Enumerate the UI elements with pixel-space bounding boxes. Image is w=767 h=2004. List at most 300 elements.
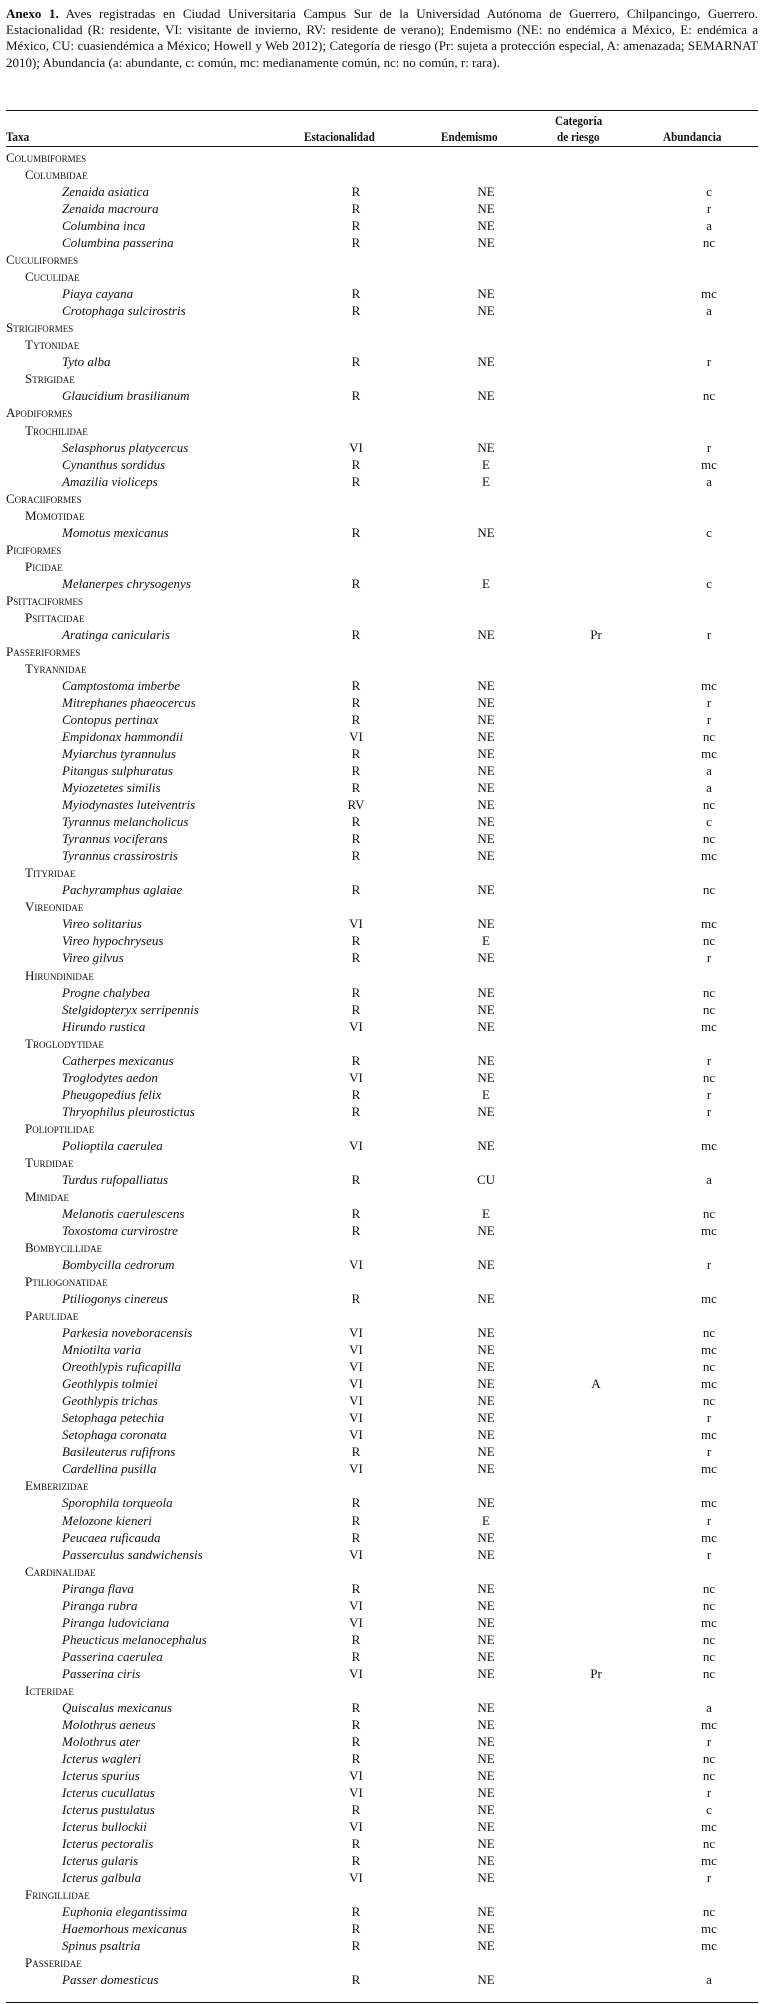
abundancia-cell: c [706, 184, 712, 200]
endemismo-cell: NE [477, 1342, 495, 1358]
estacionalidad-cell: R [351, 1836, 361, 1852]
estacionalidad-cell: R [351, 695, 361, 710]
endemismo-cell: NE [477, 1853, 495, 1869]
caption-label: Anexo 1. [6, 6, 59, 21]
species-name: Passerculus sandwichensis [62, 1546, 203, 1562]
abundancia-cell: mc [701, 1853, 717, 1869]
table-row [0, 1835, 767, 1852]
abundancia-cell: mc [701, 916, 717, 932]
endemismo-cell: NE [477, 882, 495, 898]
estacionalidad-cell: R [351, 746, 361, 762]
header-endemismo: Endemismo [441, 129, 498, 144]
table-row [0, 1137, 767, 1154]
table-row [0, 813, 767, 830]
abundancia-cell: a [706, 473, 712, 489]
family-heading-row [0, 864, 767, 881]
family-name: Picidae [25, 558, 63, 574]
endemismo-cell: NE [477, 848, 495, 864]
endemismo-cell: NE [477, 1972, 495, 1988]
estacionalidad-cell: R [351, 201, 361, 217]
species-name: Amazilia violiceps [62, 473, 158, 489]
table-row [0, 1341, 767, 1358]
endemismo-cell: E [482, 933, 490, 949]
species-name: Basileuterus rufifrons [62, 1444, 176, 1460]
species-name: Vireo gilvus [62, 950, 124, 966]
species-name: Mitrephanes phaeocercus [62, 695, 196, 710]
abundancia-cell: nc [702, 984, 716, 1000]
abundancia-cell: nc [702, 1665, 716, 1681]
table-row [0, 1460, 767, 1477]
abundancia-cell: nc [702, 1597, 716, 1613]
table-row [0, 524, 767, 541]
order-heading-row [0, 319, 767, 336]
family-heading-row [0, 422, 767, 439]
species-name: Peucaea ruficauda [62, 1529, 161, 1545]
abundancia-cell: c [706, 575, 712, 591]
abundancia-cell: r [706, 354, 712, 370]
estacionalidad-cell: R [351, 1103, 361, 1119]
order-name: Columbiformes [6, 150, 87, 165]
endemismo-cell: NE [477, 354, 495, 370]
endemismo-cell: NE [477, 1750, 495, 1766]
table-row [0, 677, 767, 694]
estacionalidad-cell: R [351, 1222, 361, 1238]
estacionalidad-cell: R [351, 303, 361, 319]
abundancia-cell: mc [701, 1529, 717, 1545]
table-row [0, 881, 767, 898]
estacionalidad-cell: R [351, 763, 361, 779]
endemismo-cell: NE [477, 1836, 495, 1852]
species-name: Haemorhous mexicanus [62, 1921, 188, 1937]
abundancia-cell: r [706, 1733, 712, 1749]
endemismo-cell: NE [477, 1802, 495, 1818]
abundancia-cell: r [706, 1444, 712, 1460]
family-heading-row [0, 370, 767, 387]
abundancia-cell: nc [702, 933, 716, 949]
table-row [0, 1818, 767, 1835]
table-row [0, 745, 767, 762]
family-heading-row [0, 1886, 767, 1903]
order-name: Strigiformes [6, 320, 74, 336]
endemismo-cell: NE [477, 1716, 495, 1732]
estacionalidad-cell: R [351, 1938, 361, 1954]
abundancia-cell: c [706, 814, 712, 830]
header-taxa: Taxa [6, 129, 30, 144]
family-heading-row [0, 268, 767, 285]
abundancia-cell: nc [702, 1001, 716, 1017]
order-heading-row [0, 251, 767, 268]
endemismo-cell: NE [477, 1785, 495, 1800]
family-heading-row [0, 1120, 767, 1137]
family-name: Cardinalidae [25, 1563, 96, 1579]
abundancia-cell: a [706, 1699, 712, 1715]
species-name: Empidonax hammondii [62, 729, 183, 745]
family-name: Fringillidae [25, 1887, 90, 1903]
endemismo-cell: NE [477, 1052, 495, 1068]
endemismo-cell: NE [477, 1410, 495, 1426]
estacionalidad-cell: R [351, 626, 361, 642]
endemismo-cell: NE [477, 1648, 495, 1664]
abundancia-cell: nc [702, 1767, 716, 1783]
table-row [0, 779, 767, 796]
species-name: Momotus mexicanus [62, 524, 169, 540]
abundancia-cell: nc [702, 1069, 716, 1085]
endemismo-cell: NE [477, 1376, 495, 1392]
endemismo-cell: E [482, 1205, 490, 1221]
abundancia-cell: mc [701, 848, 717, 864]
endemismo-cell: NE [477, 677, 495, 693]
family-name: Emberizidae [25, 1478, 89, 1494]
endemismo-cell: NE [477, 1461, 495, 1477]
family-name: Passeridae [25, 1955, 82, 1971]
table-row [0, 1205, 767, 1222]
estacionalidad-cell: VI [349, 1393, 363, 1409]
species-name: Sporophila torqueola [62, 1495, 173, 1511]
table-row [0, 1052, 767, 1069]
endemismo-cell: NE [477, 1665, 495, 1681]
table-row [0, 1903, 767, 1920]
abundancia-cell: nc [702, 1205, 716, 1221]
table-row [0, 575, 767, 592]
abundancia-cell: r [706, 439, 712, 455]
table-row [0, 1426, 767, 1443]
endemismo-cell: NE [477, 1018, 495, 1034]
estacionalidad-cell: R [351, 1495, 361, 1511]
estacionalidad-cell: R [351, 984, 361, 1000]
estacionalidad-cell: R [351, 848, 361, 864]
endemismo-cell: NE [477, 388, 495, 404]
endemismo-cell: NE [477, 1427, 495, 1443]
categoria-riesgo-cell: Pr [590, 626, 602, 642]
species-name: Myiarchus tyrannulus [62, 746, 176, 762]
header-abundancia: Abundancia [663, 129, 722, 144]
endemismo-cell: NE [477, 1767, 495, 1783]
estacionalidad-cell: VI [349, 1018, 363, 1034]
species-name: Euphonia elegantissima [62, 1904, 188, 1920]
endemismo-cell: E [482, 575, 490, 591]
abundancia-cell: mc [701, 1137, 717, 1153]
table-row [0, 1529, 767, 1546]
abundancia-cell: r [706, 1546, 712, 1562]
table-row [0, 1222, 767, 1239]
abundancia-cell: nc [702, 1631, 716, 1647]
estacionalidad-cell: VI [349, 1359, 363, 1375]
order-name: Cuculiformes [6, 252, 79, 268]
family-name: Columbidae [25, 167, 88, 183]
abundancia-cell: nc [702, 1648, 716, 1664]
table-row [0, 1631, 767, 1648]
estacionalidad-cell: R [351, 1444, 361, 1460]
estacionalidad-cell: R [351, 575, 361, 591]
endemismo-cell: CU [476, 1171, 496, 1187]
family-heading-row [0, 336, 767, 353]
family-name: Strigidae [25, 371, 75, 387]
family-name: Vireonidae [25, 899, 84, 915]
species-name: Zenaida macroura [62, 201, 159, 217]
estacionalidad-cell: VI [349, 1767, 363, 1783]
estacionalidad-cell: R [351, 286, 361, 302]
abundancia-cell: r [706, 712, 712, 728]
table-row [0, 1937, 767, 1954]
estacionalidad-cell: R [351, 1631, 361, 1647]
table-row [0, 302, 767, 319]
species-name: Passerina caerulea [62, 1648, 163, 1664]
abundancia-cell: mc [701, 1495, 717, 1511]
abundancia-cell: nc [702, 729, 716, 745]
table-row [0, 1069, 767, 1086]
table-row [0, 1716, 767, 1733]
abundancia-cell: mc [701, 1222, 717, 1238]
endemismo-cell: NE [477, 1904, 495, 1920]
species-name: Passerina ciris [62, 1665, 141, 1681]
endemismo-cell: NE [477, 1733, 495, 1749]
abundancia-cell: r [706, 201, 712, 217]
species-name: Piranga flava [62, 1580, 134, 1596]
table-row [0, 217, 767, 234]
family-name: Mimidae [25, 1188, 70, 1204]
estacionalidad-cell: R [351, 1529, 361, 1545]
table-row [0, 456, 767, 473]
abundancia-cell: a [706, 218, 712, 234]
species-name: Zenaida asiatica [62, 184, 150, 200]
table-row [0, 1580, 767, 1597]
order-heading-row [0, 149, 767, 166]
species-name: Tyrannus melancholicus [62, 814, 189, 830]
table-row [0, 200, 767, 217]
estacionalidad-cell: VI [349, 1870, 363, 1886]
family-name: Momotidae [25, 507, 85, 523]
endemismo-cell: NE [477, 1069, 495, 1085]
family-heading-row [0, 166, 767, 183]
abundancia-cell: a [706, 780, 712, 796]
endemismo-cell: NE [477, 831, 495, 847]
estacionalidad-cell: VI [349, 1461, 363, 1477]
abundancia-cell: nc [702, 831, 716, 847]
endemismo-cell: NE [477, 780, 495, 796]
estacionalidad-cell: VI [349, 439, 363, 455]
table-bottom-rule [6, 2002, 758, 2003]
family-heading-row [0, 660, 767, 677]
abundancia-cell: mc [701, 1291, 717, 1307]
abundancia-cell: nc [702, 797, 716, 813]
endemismo-cell: NE [477, 1529, 495, 1545]
estacionalidad-cell: VI [349, 1785, 363, 1800]
species-name: Vireo hypochryseus [62, 933, 164, 949]
table-row [0, 1409, 767, 1426]
table-row [0, 830, 767, 847]
abundancia-cell: mc [701, 1018, 717, 1034]
species-name: Tyrannus crassirostris [62, 848, 178, 864]
estacionalidad-cell: VI [349, 1257, 363, 1273]
family-heading-row [0, 967, 767, 984]
family-name: Cuculidae [25, 269, 80, 285]
estacionalidad-cell: R [351, 388, 361, 404]
estacionalidad-cell: R [351, 882, 361, 898]
abundancia-cell: r [706, 626, 712, 642]
family-heading-row [0, 1307, 767, 1324]
order-name: Apodiformes [6, 405, 73, 421]
order-heading-row [0, 592, 767, 609]
estacionalidad-cell: R [351, 1052, 361, 1068]
table-row [0, 984, 767, 1001]
family-name: Tityridae [25, 865, 76, 881]
species-name: Mniotilta varia [62, 1342, 142, 1358]
abundancia-cell: mc [701, 1716, 717, 1732]
family-name: Turdidae [25, 1154, 74, 1170]
estacionalidad-cell: R [351, 524, 361, 540]
endemismo-cell: NE [477, 1359, 495, 1375]
estacionalidad-cell: R [351, 235, 361, 251]
table-row [0, 1750, 767, 1767]
species-name: Myiodynastes luteiventris [62, 797, 196, 813]
endemismo-cell: NE [477, 1699, 495, 1715]
caption-text: Aves registradas en Ciudad Universitaria Campus Sur de la Universidad Autónoma de Guerrero, Chilpancingo, Guerrero. Estacionalidad (R: residente, VI: visitante de invierno, RV: residente de verano); Endemismo (NE: no endémica a México, E: endémica a México, CU: cuasiendémica a México; Howell y Web 2012); Categoría de riesgo (Pr: sujeta a protección especial, A: amenazada; SEMARNAT 2010); Abundancia (a: abundante, c: común, mc: medianamente común, nc: no común, r: rara). [6, 6, 758, 70]
table-header-rule [6, 146, 758, 147]
estacionalidad-cell: R [351, 1699, 361, 1715]
family-heading-row [0, 1154, 767, 1171]
header-categoria-line2: de riesgo [557, 129, 600, 144]
species-name: Setophaga coronata [62, 1427, 167, 1443]
species-name: Tyto alba [62, 354, 111, 370]
species-name: Columbina inca [62, 218, 146, 234]
family-heading-row [0, 609, 767, 626]
endemismo-cell: NE [477, 524, 495, 540]
table-row [0, 1256, 767, 1273]
endemismo-cell: E [482, 456, 490, 472]
endemismo-cell: NE [477, 1819, 495, 1835]
species-name: Polioptila caerulea [62, 1137, 163, 1153]
estacionalidad-cell: R [351, 831, 361, 847]
species-name: Crotophaga sulcirostris [62, 303, 186, 319]
table-row [0, 387, 767, 404]
family-name: Icteridae [25, 1682, 74, 1698]
table-row [0, 1733, 767, 1750]
family-name: Trochilidae [25, 422, 88, 438]
endemismo-cell: NE [477, 1257, 495, 1273]
table-top-rule [6, 110, 758, 111]
abundancia-cell: r [706, 1870, 712, 1886]
estacionalidad-cell: VI [349, 916, 363, 932]
family-heading-row [0, 1188, 767, 1205]
order-name: Piciformes [6, 541, 62, 557]
species-name: Melanerpes chrysogenys [62, 575, 191, 591]
species-name: Setophaga petechia [62, 1410, 165, 1426]
endemismo-cell: NE [477, 1291, 495, 1307]
species-name: Geothlypis trichas [62, 1393, 158, 1409]
table-row [0, 1767, 767, 1784]
estacionalidad-cell: R [351, 1750, 361, 1766]
species-name: Selasphorus platycercus [62, 439, 189, 455]
family-name: Bombycillidae [25, 1240, 103, 1255]
species-name: Columbina passerina [62, 235, 174, 251]
abundancia-cell: nc [702, 1836, 716, 1852]
order-heading-row [0, 643, 767, 660]
header-categoria-line1: Categoría [555, 113, 603, 128]
table-row [0, 728, 767, 745]
table-row [0, 1392, 767, 1409]
species-name: Pheugopedius felix [62, 1086, 162, 1102]
estacionalidad-cell: VI [349, 1342, 363, 1358]
abundancia-cell: a [706, 763, 712, 779]
abundancia-cell: a [706, 303, 712, 319]
order-heading-row [0, 541, 767, 558]
endemismo-cell: NE [477, 1495, 495, 1511]
species-name: Camptostoma imberbe [62, 677, 181, 693]
species-name: Passer domesticus [62, 1972, 159, 1988]
abundancia-cell: mc [701, 1427, 717, 1443]
table-row [0, 285, 767, 302]
table-row [0, 1103, 767, 1120]
estacionalidad-cell: R [351, 354, 361, 370]
order-heading-row [0, 404, 767, 421]
endemismo-cell: NE [477, 1546, 495, 1562]
estacionalidad-cell: VI [349, 1427, 363, 1443]
table-row [0, 847, 767, 864]
table-body [0, 149, 767, 1988]
table-row [0, 1001, 767, 1018]
estacionalidad-cell: R [351, 1972, 361, 1988]
estacionalidad-cell: R [351, 950, 361, 966]
table-row [0, 915, 767, 932]
endemismo-cell: NE [477, 695, 495, 710]
estacionalidad-cell: R [351, 1171, 361, 1187]
species-name: Turdus rufopalliatus [62, 1171, 169, 1187]
family-heading-row [0, 558, 767, 575]
endemismo-cell: NE [477, 1938, 495, 1954]
table-row [0, 1665, 767, 1682]
abundancia-cell: mc [701, 1819, 717, 1835]
table-row [0, 1358, 767, 1375]
species-name: Pitangus sulphuratus [62, 763, 173, 779]
species-name: Aratinga canicularis [62, 626, 170, 642]
endemismo-cell: NE [477, 1222, 495, 1238]
abundancia-cell: nc [702, 235, 716, 251]
table-row [0, 1018, 767, 1035]
endemismo-cell: NE [477, 184, 495, 200]
table-row [0, 1171, 767, 1188]
estacionalidad-cell: R [351, 1086, 361, 1102]
table-row [0, 762, 767, 779]
endemismo-cell: NE [477, 201, 495, 217]
estacionalidad-cell: VI [349, 1597, 363, 1613]
table-row [0, 796, 767, 813]
table-row [0, 1801, 767, 1818]
species-name: Toxostoma curvirostre [62, 1222, 178, 1238]
family-heading-row [0, 1035, 767, 1052]
abundancia-cell: nc [702, 388, 716, 404]
endemismo-cell: E [482, 473, 490, 489]
estacionalidad-cell: R [351, 1001, 361, 1017]
abundancia-cell: mc [701, 1938, 717, 1954]
species-name: Hirundo rustica [62, 1018, 146, 1034]
table-row [0, 1648, 767, 1665]
abundancia-cell: nc [702, 882, 716, 898]
table-row [0, 1290, 767, 1307]
endemismo-cell: NE [477, 984, 495, 1000]
abundancia-cell: r [706, 1785, 712, 1800]
estacionalidad-cell: R [351, 1904, 361, 1920]
species-name: Molothrus aeneus [62, 1716, 156, 1732]
species-name: Cynanthus sordidus [62, 456, 166, 472]
species-name: Troglodytes aedon [62, 1069, 158, 1085]
table-row [0, 353, 767, 370]
species-name: Melozone kieneri [62, 1512, 152, 1528]
species-name: Contopus pertinax [62, 712, 159, 728]
table-row [0, 1086, 767, 1103]
table-row [0, 1512, 767, 1529]
order-name: Psittaciformes [6, 592, 84, 608]
family-heading-row [0, 1954, 767, 1971]
